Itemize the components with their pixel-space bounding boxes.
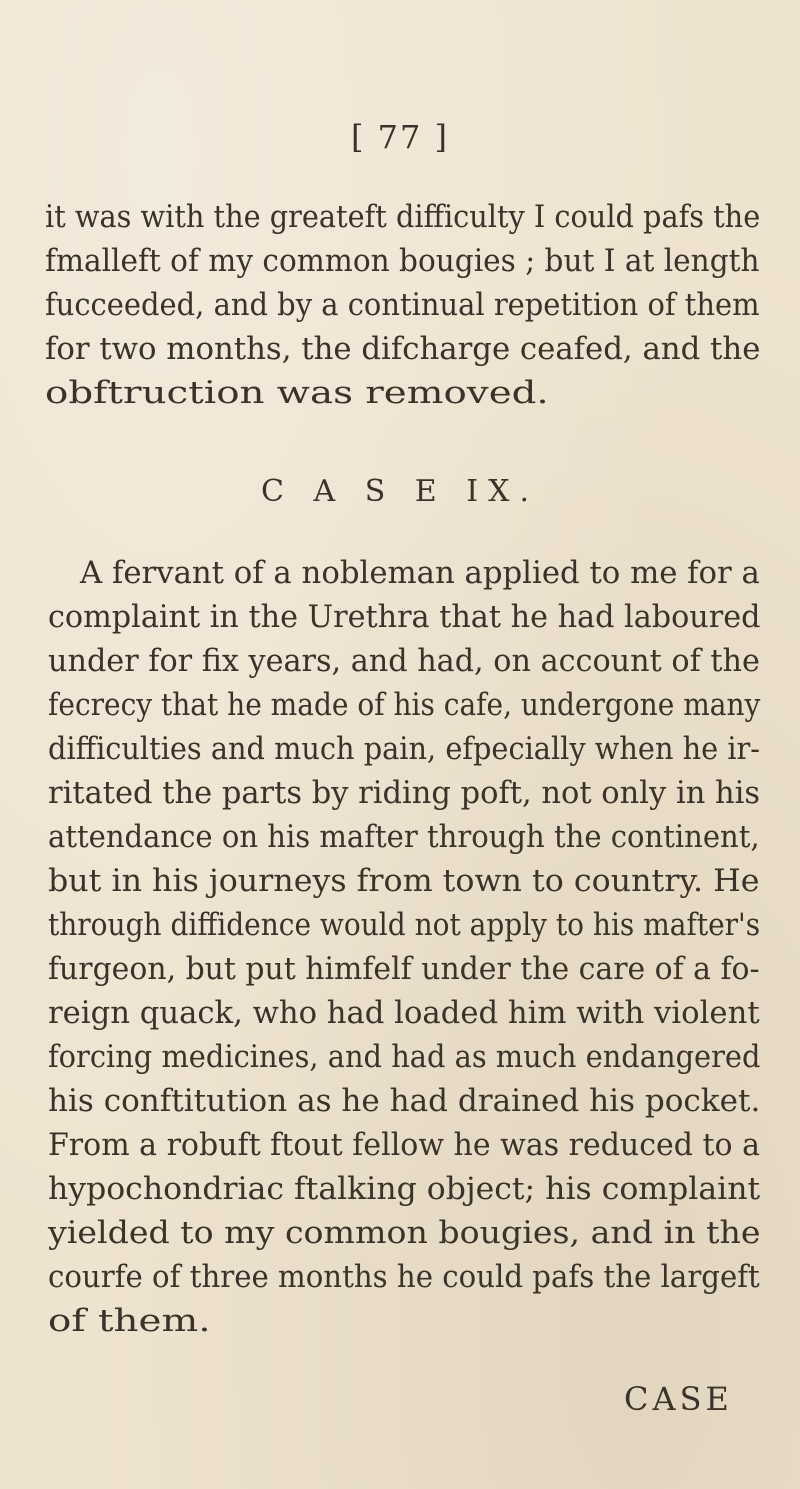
text-line: but in his journeys from town to country. He <box>48 863 760 899</box>
text-line: ritated the parts by riding poft, not only in his <box>48 775 761 811</box>
text-line: through diffidence would not apply to his mafter's <box>48 907 761 943</box>
text-line: From a robuft ftout fellow he was reduced to a <box>48 1127 761 1163</box>
text-line: his conftitution as he had drained his pocket. <box>48 1083 761 1119</box>
text-line: hypochondriac ftalking object; his complaint <box>48 1171 761 1207</box>
text-line: difficulties and much pain, efpecially when he ir- <box>48 731 761 767</box>
text-line: of them. <box>48 1303 211 1339</box>
case-heading: C A S E IX. <box>261 474 539 509</box>
text-line: under for fix years, and had, on account of the <box>48 643 760 679</box>
text-line: yielded to my common bougies, and in the <box>48 1215 761 1251</box>
text-line: attendance on his mafter through the continent, <box>48 819 760 855</box>
page-number: [ 77 ] <box>350 118 450 156</box>
text-line: forcing medicines, and had as much endangered <box>48 1039 761 1075</box>
text-line: fmalleft of my common bougies ; but I at length <box>45 243 760 279</box>
text-line: A fervant of a nobleman applied to me for a <box>80 555 760 591</box>
text-line: reign quack, who had loaded him with violent <box>48 995 760 1031</box>
text-line: complaint in the Urethra that he had laboured <box>48 599 761 635</box>
text-line: fecrecy that he made of his cafe, undergone many <box>48 687 761 723</box>
text-line: it was with the greateft difficulty I could pafs the <box>45 199 761 235</box>
text-line: courfe of three months he could pafs the largeft <box>48 1259 760 1295</box>
catchword: CASE <box>624 1380 733 1418</box>
text-line: furgeon, but put himfelf under the care of a fo- <box>48 951 760 987</box>
text-line: fucceeded, and by a continual repetition of them <box>45 287 760 323</box>
text-line: for two months, the difcharge ceafed, and the <box>45 331 761 367</box>
text-line: obftruction was removed. <box>45 375 549 411</box>
